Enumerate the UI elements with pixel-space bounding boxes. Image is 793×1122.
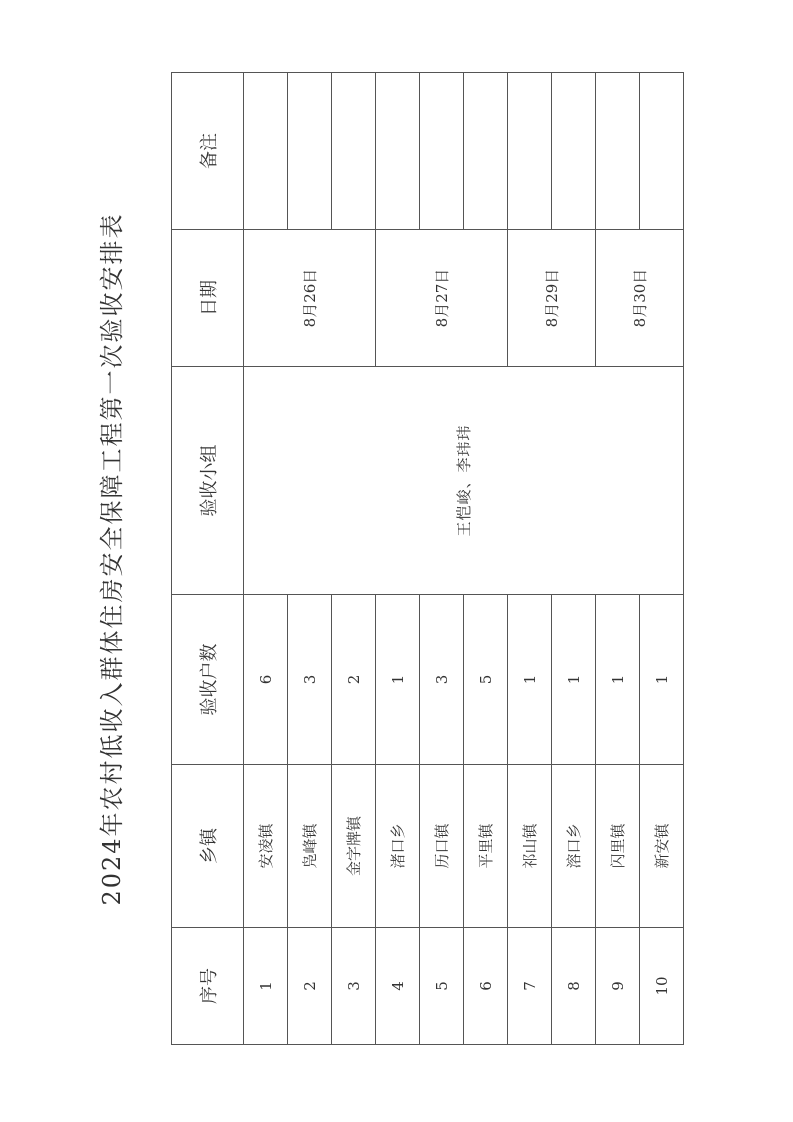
cell-count: 1 — [552, 595, 596, 765]
cell-seq: 7 — [508, 928, 552, 1045]
cell-remark — [596, 73, 640, 230]
cell-town: 闪里镇 — [596, 765, 640, 928]
cell-seq: 2 — [288, 928, 332, 1045]
cell-town: 溶口乡 — [552, 765, 596, 928]
cell-date-3: 8月29日 — [508, 230, 596, 367]
header-town: 乡镇 — [172, 765, 244, 928]
cell-seq: 5 — [420, 928, 464, 1045]
cell-date-2: 8月27日 — [376, 230, 508, 367]
cell-remark — [332, 73, 376, 230]
cell-seq: 6 — [464, 928, 508, 1045]
cell-remark — [508, 73, 552, 230]
cell-seq: 3 — [332, 928, 376, 1045]
cell-count: 3 — [420, 595, 464, 765]
cell-town: 渚口乡 — [376, 765, 420, 928]
cell-remark — [376, 73, 420, 230]
table-header-row — [172, 73, 244, 1045]
cell-town: 平里镇 — [464, 765, 508, 928]
cell-remark — [244, 73, 288, 230]
cell-remark — [464, 73, 508, 230]
cell-town: 凫峰镇 — [288, 765, 332, 928]
table-row — [244, 73, 288, 1045]
cell-town: 金字牌镇 — [332, 765, 376, 928]
cell-count: 3 — [288, 595, 332, 765]
cell-remark — [420, 73, 464, 230]
acceptance-schedule-table — [171, 72, 684, 1045]
header-count: 验收户数 — [172, 595, 244, 765]
header-remark: 备注 — [172, 73, 244, 230]
cell-remark — [640, 73, 684, 230]
cell-count: 1 — [508, 595, 552, 765]
cell-seq: 4 — [376, 928, 420, 1045]
document-page — [77, 73, 677, 1045]
cell-count: 6 — [244, 595, 288, 765]
cell-seq: 10 — [640, 928, 684, 1045]
cell-date-4: 8月30日 — [596, 230, 684, 367]
cell-count: 1 — [640, 595, 684, 765]
cell-town: 祁山镇 — [508, 765, 552, 928]
header-seq: 序号 — [172, 928, 244, 1045]
cell-town: 安凌镇 — [244, 765, 288, 928]
cell-date-1: 8月26日 — [244, 230, 376, 367]
cell-count: 1 — [596, 595, 640, 765]
group-members: 王恺峻、李玮玮 — [455, 424, 473, 537]
header-date: 日期 — [172, 230, 244, 367]
cell-remark — [288, 73, 332, 230]
cell-count: 5 — [464, 595, 508, 765]
cell-seq: 9 — [596, 928, 640, 1045]
cell-count: 2 — [332, 595, 376, 765]
cell-town: 历口镇 — [420, 765, 464, 928]
cell-group — [244, 367, 684, 595]
cell-town: 新安镇 — [640, 765, 684, 928]
document-title: 2024年农村低收入群体住房安全保障工程第一次验收安排表 — [98, 212, 126, 906]
cell-count: 1 — [376, 595, 420, 765]
cell-seq: 8 — [552, 928, 596, 1045]
header-group: 验收小组 — [172, 367, 244, 595]
cell-seq: 1 — [244, 928, 288, 1045]
cell-remark — [552, 73, 596, 230]
